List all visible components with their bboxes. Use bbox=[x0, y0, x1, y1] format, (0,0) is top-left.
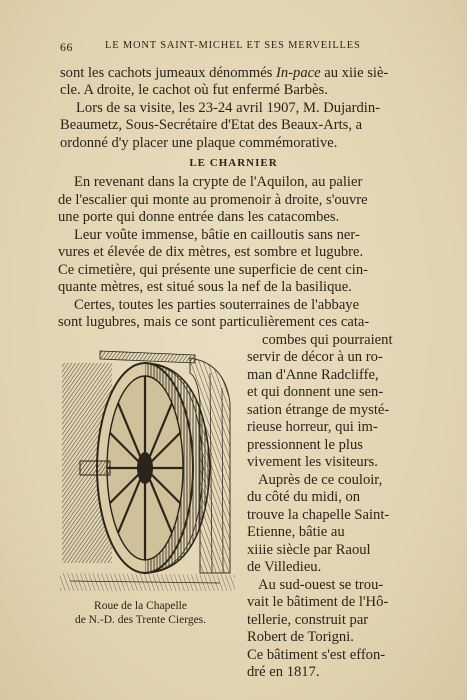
text-line: Leur voûte immense, bâtie en cailloutis sans ner- bbox=[74, 227, 360, 243]
text-line: de l'escalier qui monte au promenoir à droite, s'ouvre bbox=[58, 192, 368, 208]
text-line: ordonné d'y placer une plaque commémorative. bbox=[60, 135, 338, 151]
text-line: rieuse horreur, qui im- bbox=[247, 419, 378, 435]
text-line: man d'Anne Radcliffe, bbox=[247, 367, 379, 383]
text-line: Lors de sa visite, les 23-24 avril 1907, M. Dujardin- bbox=[76, 100, 380, 116]
text-line: quante mètres, est situé sous la nef de la basilique. bbox=[58, 279, 352, 295]
text-line: Ce cimetière, qui présente une superficie de cent cin- bbox=[58, 262, 368, 278]
page-header bbox=[60, 40, 400, 56]
text-line: et qui donnent une sen- bbox=[247, 384, 384, 400]
text-line: tellerie, construit par bbox=[247, 612, 369, 628]
text-line: En revenant dans la crypte de l'Aquilon, au palier bbox=[74, 174, 363, 190]
page-number: 66 bbox=[60, 40, 73, 54]
text-line: trouve la chapelle Saint- bbox=[247, 507, 390, 523]
text-line: vures et élevée de dix mètres, est sombre et lugubre. bbox=[58, 244, 364, 260]
text-line: xiiie siècle par Raoul bbox=[247, 542, 371, 558]
text-line: vait le bâtiment de l'Hô- bbox=[247, 594, 389, 610]
text-line: Beaumetz, Sous-Secrétaire d'Etat des Beaux-Arts, a bbox=[60, 117, 363, 133]
treadwheel-illustration bbox=[60, 343, 235, 593]
text-line: du côté du midi, on bbox=[247, 489, 361, 505]
text-line: cle. A droite, le cachot où fut enfermé Barbès. bbox=[60, 82, 328, 98]
text-line: vivement les visiteurs. bbox=[247, 454, 378, 470]
text-line: servir de décor à un ro- bbox=[247, 349, 383, 365]
text-line: Certes, toutes les parties souterraines de l'abbaye bbox=[74, 297, 360, 313]
text-line: une porte qui donne entrée dans les catacombes. bbox=[58, 209, 340, 225]
text-line: combes qui pourraient bbox=[262, 332, 393, 348]
text-line: Au sud-ouest se trou- bbox=[258, 577, 384, 593]
text-line: Auprès de ce couloir, bbox=[258, 472, 383, 488]
text-line: de Villedieu. bbox=[247, 559, 322, 575]
text-line: Robert de Torigni. bbox=[247, 629, 354, 645]
section-heading: LE CHARNIER bbox=[189, 157, 278, 169]
text-line: sation étrange de mysté- bbox=[247, 402, 390, 418]
text-line: pressionnent le plus bbox=[247, 437, 363, 453]
text-line: sont les cachots jumeaux dénommés In-pace au xiie siè- bbox=[60, 65, 389, 81]
running-title: LE MONT SAINT-MICHEL ET SES MERVEILLES bbox=[105, 40, 361, 51]
text-line: dré en 1817. bbox=[247, 664, 320, 680]
illustration-caption: Roue de la Chapelle de N.-D. des Trente Cierges. bbox=[74, 600, 207, 626]
text-line: sont lugubres, mais ce sont particulièrement ces cata- bbox=[58, 314, 370, 330]
text-line: Ce bâtiment s'est effon- bbox=[247, 647, 386, 663]
text-line: Etienne, bâtie au bbox=[247, 524, 345, 540]
